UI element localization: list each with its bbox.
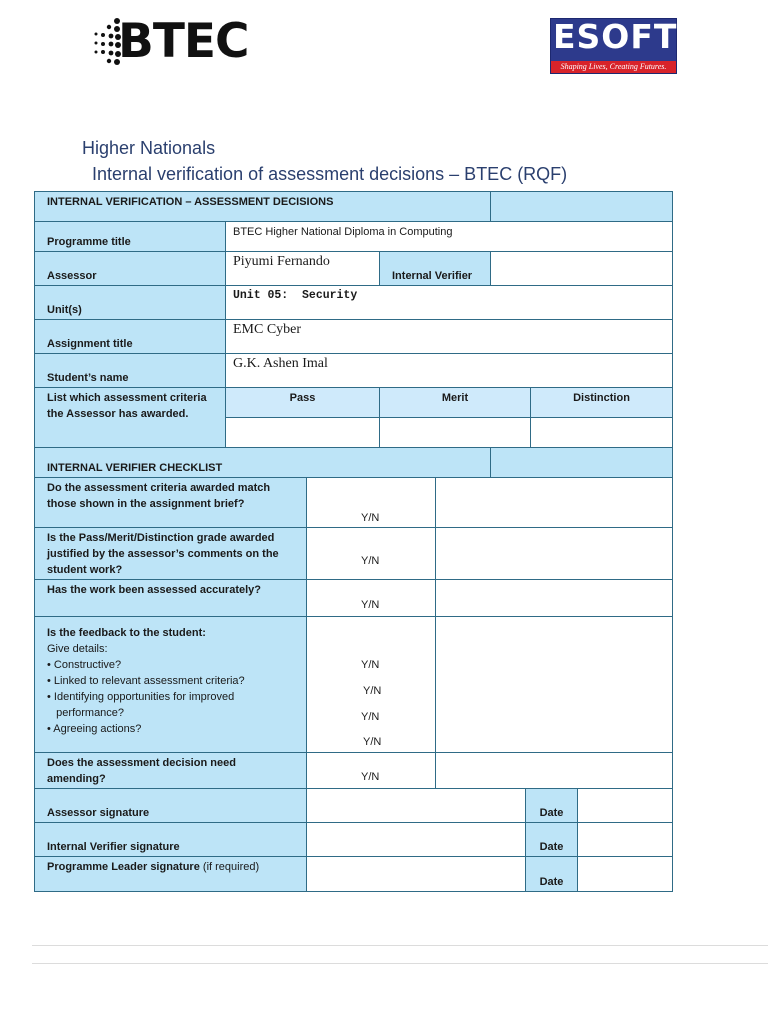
footer-divider-top bbox=[32, 945, 768, 946]
checklist-q5: Does the assessment decision need amending? bbox=[34, 752, 307, 789]
q4-item-identifying: • Identifying opportunities for improved bbox=[47, 691, 235, 703]
leader-signature-note: (if required) bbox=[199, 861, 260, 873]
q2-yn-cell[interactable] bbox=[306, 527, 436, 580]
verifier-date-label: Date bbox=[525, 822, 578, 857]
q1-yn: Y/N bbox=[361, 512, 380, 524]
leader-signature-text: Programme Leader signature bbox=[47, 861, 200, 873]
q1-comment-cell[interactable] bbox=[435, 477, 673, 528]
internal-verifier-label: Internal Verifier bbox=[379, 251, 491, 286]
distinction-header: Distinction bbox=[530, 387, 673, 418]
verifier-signature-label: Internal Verifier signature bbox=[34, 822, 307, 857]
leader-signature-label bbox=[34, 856, 307, 892]
q4-item-linked: • Linked to relevant assessment criteria? bbox=[47, 675, 245, 687]
internal-verifier-value[interactable] bbox=[490, 251, 673, 286]
q2-yn: Y/N bbox=[361, 555, 380, 567]
btec-logo bbox=[92, 14, 252, 72]
merit-header: Merit bbox=[379, 387, 531, 418]
q5-yn: Y/N bbox=[361, 771, 380, 783]
esoft-logo bbox=[550, 18, 677, 74]
verifier-signature-field[interactable] bbox=[306, 822, 526, 857]
checklist-q4 bbox=[34, 616, 307, 753]
q4-yn-agreeing: Y/N bbox=[363, 736, 382, 748]
q3-comment-cell[interactable] bbox=[435, 579, 673, 617]
merit-criteria-cell[interactable] bbox=[379, 417, 531, 448]
q5-yn-cell[interactable] bbox=[306, 752, 436, 789]
q4-comment-cell[interactable] bbox=[435, 616, 673, 753]
checklist-q2: Is the Pass/Merit/Distinction grade awarded justified by the assessor’s comments on the student work? bbox=[34, 527, 307, 580]
q4-item-agreeing: • Agreeing actions? bbox=[47, 723, 142, 735]
assignment-title-label: Assignment title bbox=[34, 319, 226, 354]
q1-yn-cell[interactable] bbox=[306, 477, 436, 528]
q4-give-details: Give details: bbox=[47, 643, 108, 655]
q3-yn-cell[interactable] bbox=[306, 579, 436, 617]
q4-item-constructive: • Constructive? bbox=[47, 659, 122, 671]
distinction-criteria-cell[interactable] bbox=[530, 417, 673, 448]
leader-date-field[interactable] bbox=[577, 856, 673, 892]
assessor-date-label: Date bbox=[525, 788, 578, 823]
esoft-wordmark: ESOFT bbox=[553, 17, 678, 56]
checklist-header-blank bbox=[490, 447, 673, 478]
q4-title: Is the feedback to the student: bbox=[47, 627, 206, 639]
page-subtitle: Internal verification of assessment decisions – BTEC (RQF) bbox=[92, 164, 568, 184]
q4-feedback-list bbox=[47, 657, 294, 737]
page-title: Higher Nationals bbox=[82, 138, 216, 158]
q4-yn-linked: Y/N bbox=[363, 685, 382, 697]
assignment-title-value: EMC Cyber bbox=[225, 319, 673, 354]
criteria-label: List which assessment criteria the Assessor has awarded. bbox=[34, 387, 226, 448]
q4-yn-identifying: Y/N bbox=[361, 711, 380, 723]
btec-wordmark: BTEC bbox=[118, 14, 249, 69]
student-name-value: G.K. Ashen Imal bbox=[225, 353, 673, 388]
assessor-label: Assessor bbox=[34, 251, 226, 286]
programme-title-value: BTEC Higher National Diploma in Computing bbox=[225, 221, 673, 252]
q4-yn-constructive: Y/N bbox=[361, 659, 380, 671]
pass-criteria-cell[interactable] bbox=[225, 417, 380, 448]
checklist-q3: Has the work been assessed accurately? bbox=[34, 579, 307, 617]
footer-divider-bottom bbox=[32, 963, 768, 964]
decisions-header-blank bbox=[490, 191, 673, 222]
decisions-header: INTERNAL VERIFICATION – ASSESSMENT DECISIONS bbox=[34, 191, 491, 222]
q5-comment-cell[interactable] bbox=[435, 752, 673, 789]
esoft-tagline: Shaping Lives, Creating Futures. bbox=[551, 61, 676, 73]
q4-yn-cell[interactable] bbox=[306, 616, 436, 753]
unit-label: Unit(s) bbox=[34, 285, 226, 320]
programme-title-label: Programme title bbox=[34, 221, 226, 252]
assessor-signature-field[interactable] bbox=[306, 788, 526, 823]
q4-item-performance: performance? bbox=[47, 707, 125, 719]
leader-signature-field[interactable] bbox=[306, 856, 526, 892]
student-name-label: Student’s name bbox=[34, 353, 226, 388]
assessor-value: Piyumi Fernando bbox=[225, 251, 380, 286]
unit-value: Unit 05: Security bbox=[225, 285, 673, 320]
q3-yn: Y/N bbox=[361, 599, 380, 611]
q2-comment-cell[interactable] bbox=[435, 527, 673, 580]
assessor-date-field[interactable] bbox=[577, 788, 673, 823]
leader-date-label: Date bbox=[525, 856, 578, 892]
verifier-date-field[interactable] bbox=[577, 822, 673, 857]
pass-header: Pass bbox=[225, 387, 380, 418]
assessor-signature-label: Assessor signature bbox=[34, 788, 307, 823]
checklist-header: INTERNAL VERIFIER CHECKLIST bbox=[34, 447, 491, 478]
checklist-q1: Do the assessment criteria awarded match those shown in the assignment brief? bbox=[34, 477, 307, 528]
